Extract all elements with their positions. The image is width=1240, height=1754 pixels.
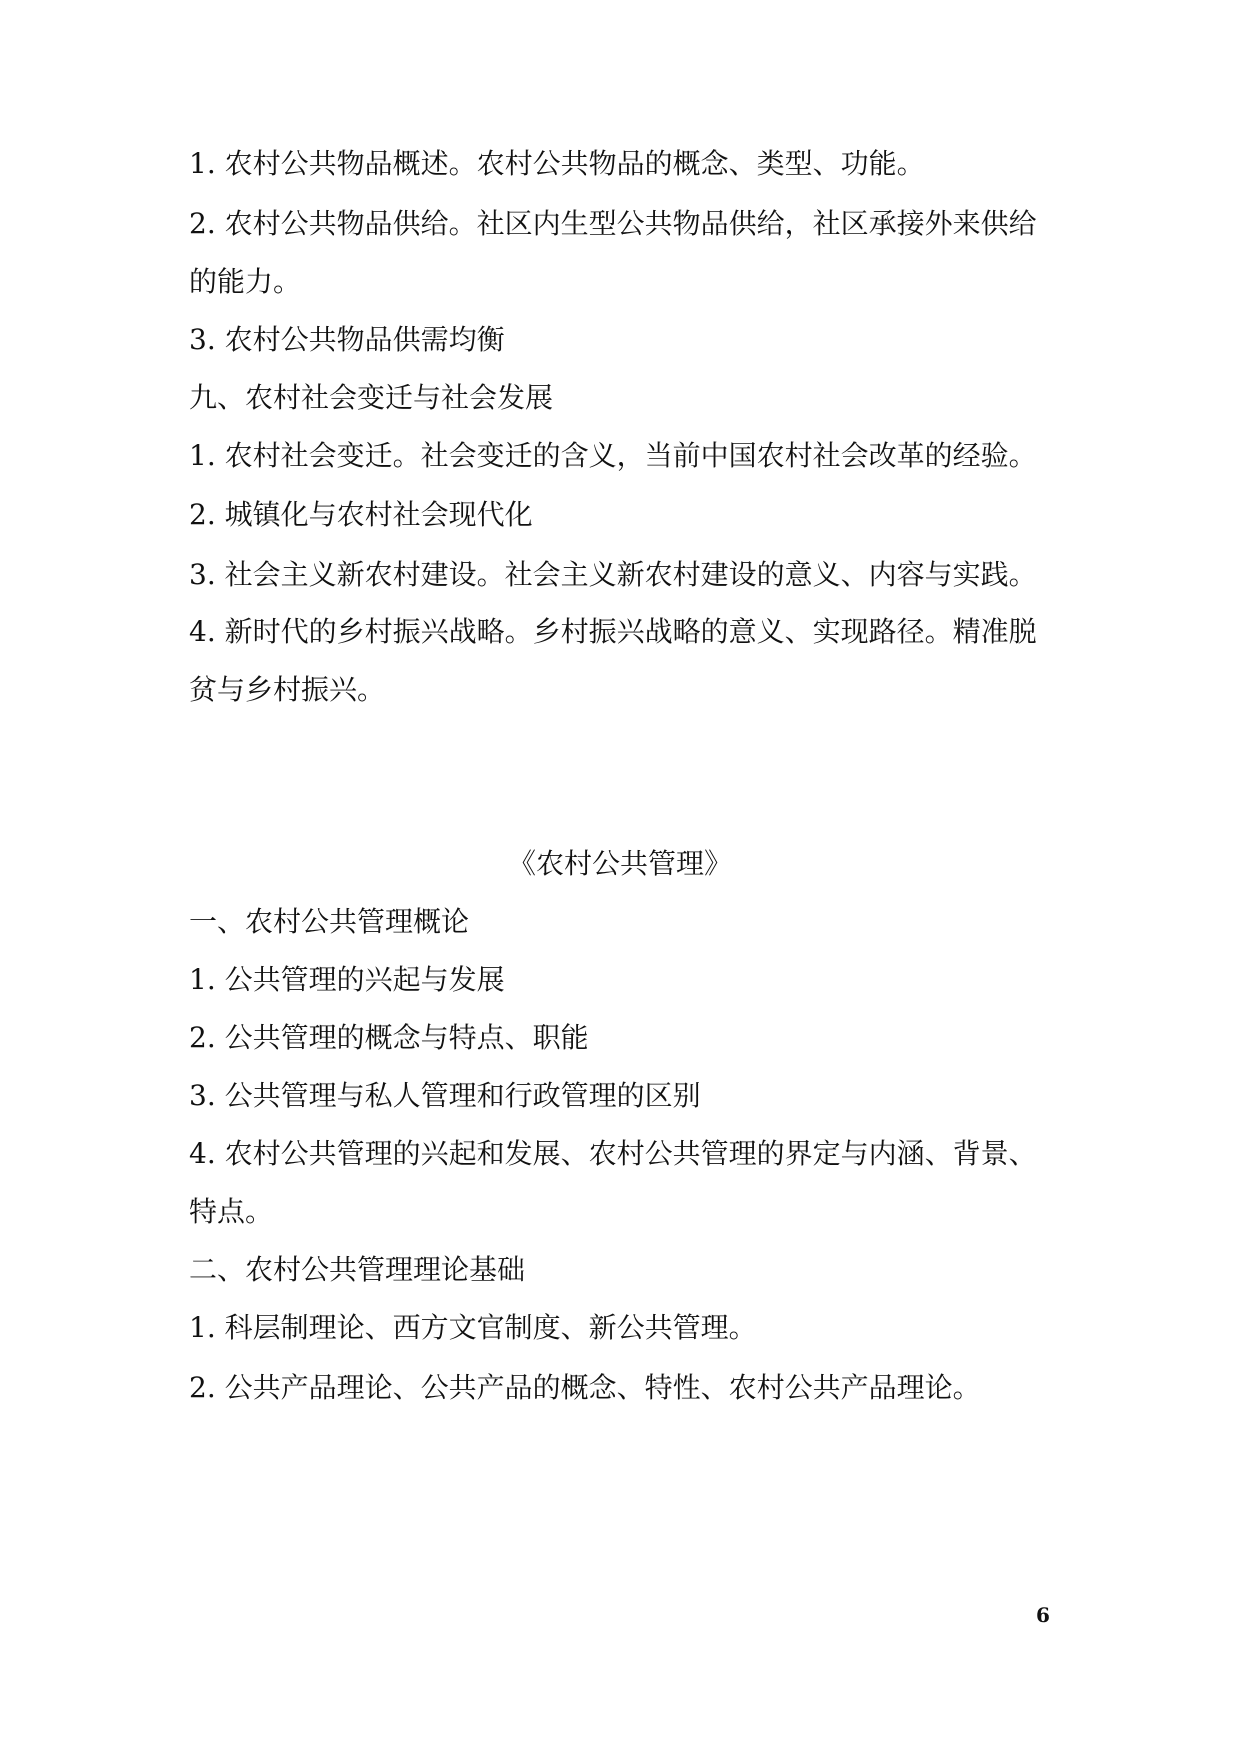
sec9-heading: 九、农村社会变迁与社会发展: [189, 381, 554, 414]
page-number: 6: [1036, 1603, 1050, 1627]
part1-item-1: 1. 公共管理的兴起与发展: [189, 963, 505, 996]
part1-item-4: 4. 农村公共管理的兴起和发展、农村公共管理的界定与内涵、背景、: [189, 1137, 1037, 1170]
sec9-item-2: 2. 城镇化与农村社会现代化: [189, 498, 533, 531]
part2-heading: 二、农村公共管理理论基础: [189, 1253, 526, 1286]
part1-item-3: 3. 公共管理与私人管理和行政管理的区别: [189, 1079, 701, 1112]
part2-item-1: 1. 科层制理论、西方文官制度、新公共管理。: [189, 1311, 757, 1344]
sec9-item-3: 3. 社会主义新农村建设。社会主义新农村建设的意义、内容与实践。: [189, 558, 1037, 591]
part1-item-2: 2. 公共管理的概念与特点、职能: [189, 1021, 589, 1054]
sec9-item-4: 4. 新时代的乡村振兴战略。乡村振兴战略的意义、实现路径。精准脱: [189, 615, 1037, 648]
part1-item-4-cont: 特点。: [189, 1195, 274, 1228]
sec8-item-1: 1. 农村公共物品概述。农村公共物品的概念、类型、功能。: [189, 147, 925, 180]
sec9-item-4-cont: 贫与乡村振兴。: [189, 673, 386, 706]
sec8-item-2-cont: 的能力。: [189, 265, 302, 298]
part1-heading: 一、农村公共管理概论: [189, 905, 470, 938]
course-title: 《农村公共管理》: [507, 847, 732, 880]
sec8-item-3: 3. 农村公共物品供需均衡: [189, 323, 505, 356]
sec8-item-2: 2. 农村公共物品供给。社区内生型公共物品供给，社区承接外来供给: [189, 207, 1037, 240]
part2-item-2: 2. 公共产品理论、公共产品的概念、特性、农村公共产品理论。: [189, 1371, 981, 1404]
sec9-item-1: 1. 农村社会变迁。社会变迁的含义，当前中国农村社会改革的经验。: [189, 439, 1037, 472]
